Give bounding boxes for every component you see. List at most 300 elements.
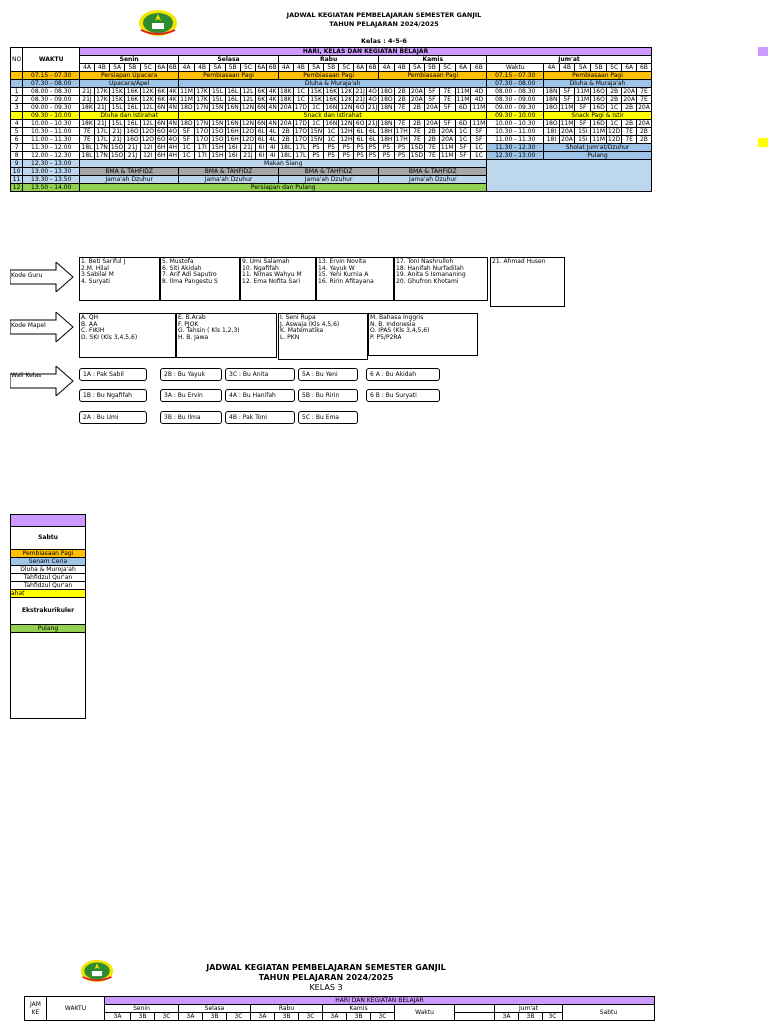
- table-row: [11, 72, 652, 80]
- kelas3-class-label: KELAS 3: [309, 983, 343, 992]
- table-cell: 6K: [257, 96, 266, 103]
- table-cell: 17O: [195, 128, 209, 135]
- table-cell: 08.30 - 09.00: [23, 96, 80, 104]
- table-cell: 11M: [592, 136, 606, 143]
- table-row: [11, 112, 652, 120]
- table-cell: 1C: [324, 128, 339, 136]
- table-cell: 16K: [126, 96, 139, 103]
- code-entry: D. SKI (Kls 3,4,5,6): [81, 333, 138, 341]
- class-header: 5C: [140, 64, 155, 72]
- table-cell: 4D: [471, 88, 487, 96]
- table-cell: 18N: [380, 104, 393, 111]
- table-cell: 6L: [354, 128, 366, 136]
- table-cell: 2B: [425, 128, 440, 136]
- sabtu-item: Pembiasaan Pagi: [11, 550, 85, 558]
- table-cell: P5: [366, 144, 378, 152]
- table-cell: 1C: [179, 152, 195, 160]
- table-cell: 12N: [241, 120, 255, 127]
- code-entry: B. AA: [81, 320, 98, 328]
- table-cell: 10.00 - 10.30: [23, 120, 80, 128]
- table-cell: 18D: [180, 120, 193, 127]
- table-cell: 21J: [80, 88, 95, 96]
- class-header: 5C: [339, 64, 354, 72]
- class-header: 6B: [168, 64, 177, 71]
- snack-extension: [758, 138, 768, 147]
- waktu-header: WAKTU: [23, 48, 80, 72]
- table-cell: 5: [11, 128, 23, 136]
- class-header: 3B: [347, 1013, 371, 1021]
- table-cell: 12I: [140, 152, 155, 160]
- table-row: [11, 48, 652, 56]
- class-header: 6A: [455, 64, 471, 72]
- table-row: [11, 56, 652, 64]
- table-cell: 7E: [439, 96, 455, 104]
- kode-mapel-col2: [176, 313, 277, 358]
- table-cell: Pembiasaan Pagi: [179, 72, 279, 80]
- table-cell: 17L: [94, 128, 109, 136]
- table-cell: P5: [324, 152, 339, 160]
- table-cell: 07.15 - 07.30: [487, 72, 544, 80]
- class-header: 3A: [323, 1013, 347, 1021]
- table-cell: 15K: [111, 96, 123, 103]
- page-title: JADWAL KEGIATAN PEMBELAJARAN SEMESTER GANJIL: [286, 11, 482, 19]
- table-cell: 13.30 - 13.50: [23, 176, 80, 184]
- schedule-table: [10, 47, 652, 192]
- table-cell: 12K: [340, 88, 353, 95]
- table-cell: 11M: [472, 120, 486, 127]
- table-cell: 21J: [240, 152, 255, 160]
- table-cell: 15L: [210, 88, 225, 96]
- table-cell: 2B: [607, 96, 622, 104]
- table-cell: 21J: [94, 104, 109, 112]
- table-cell: 6N: [257, 120, 266, 127]
- table-cell: 11M: [180, 96, 193, 103]
- table-cell: 13.50 - 14.00: [23, 184, 80, 192]
- class-header: 3B: [519, 1013, 543, 1021]
- table-cell: 13.00 - 13.30: [23, 168, 80, 176]
- wali-kelas-box: 6 A : Bu Akidah: [366, 368, 440, 381]
- table-cell: 6O: [157, 136, 166, 143]
- table-cell: 10: [11, 168, 23, 176]
- class-header: 4B: [394, 64, 409, 72]
- table-cell: 4: [11, 120, 23, 128]
- table-cell: 4O: [168, 128, 178, 135]
- arrow-right-icon: [10, 366, 74, 396]
- table-cell: 11M: [456, 96, 470, 103]
- table-cell: 15L: [109, 104, 124, 112]
- table-cell: 1C: [455, 128, 471, 136]
- class-header: 3C: [227, 1013, 251, 1021]
- table-cell: 20A: [426, 104, 438, 111]
- table-cell: BMA & TAHFIDZ: [179, 168, 279, 176]
- table-cell: BMA & TAHFIDZ: [278, 168, 378, 176]
- table-cell: Jama'ah Dzuhur: [179, 176, 279, 184]
- table-cell: 16L: [125, 120, 140, 128]
- code-entry: K. Matematika: [280, 327, 324, 334]
- table-cell: 16H: [226, 136, 239, 143]
- table-cell: 15N: [211, 120, 224, 127]
- wali-kelas-box: 4B : Pak Toni: [225, 411, 295, 424]
- code-entry: C. FIKIH: [81, 327, 105, 334]
- table-cell: P5: [309, 152, 324, 160]
- table-cell: 12D: [608, 128, 621, 135]
- wali-kelas-box: 4A : Bu Hanifah: [225, 389, 295, 402]
- table-cell: 16O: [592, 88, 605, 95]
- table-cell: 12H: [340, 136, 353, 143]
- table-cell: 2B: [637, 128, 652, 136]
- class-header: 4A: [179, 64, 195, 72]
- table-cell: 20A: [638, 104, 650, 111]
- table-cell: P5: [379, 152, 394, 160]
- code-entry: 21. Ahmad Husen: [492, 258, 546, 265]
- table-cell: 17I: [194, 144, 209, 152]
- table-cell: 4L: [267, 136, 279, 144]
- table-cell: P5: [366, 152, 378, 160]
- table-cell: 16D: [592, 104, 605, 111]
- day-header: Rabu: [278, 56, 378, 64]
- table-cell: 7E: [439, 88, 455, 96]
- kode-guru-col6: [490, 257, 565, 307]
- table-cell: 18O: [545, 104, 558, 111]
- day-header: Kamis: [379, 56, 487, 64]
- table-cell: 12O: [241, 136, 255, 143]
- table-cell: 15O: [110, 152, 124, 159]
- table-cell: 1C: [179, 144, 195, 152]
- table-cell: 1C: [607, 120, 622, 128]
- table-cell: 20A: [411, 96, 423, 103]
- table-cell: 17O: [294, 136, 308, 143]
- table-cell: 07.30 - 08.00: [23, 80, 80, 88]
- table-cell: 17K: [96, 88, 108, 95]
- day-header: Selasa: [179, 56, 279, 64]
- table-cell: 1C: [293, 96, 308, 104]
- table-cell: 12I: [140, 144, 155, 152]
- class-header: 6A: [354, 64, 366, 72]
- table-cell: 5F: [179, 128, 195, 136]
- table-cell: 09.30 - 10.00: [487, 112, 544, 120]
- table-cell: 16K: [325, 88, 338, 95]
- class-header: 3C: [299, 1013, 323, 1021]
- class-header: 6A: [257, 64, 266, 71]
- code-entry: 4. Suryati: [81, 277, 110, 285]
- table-cell: 18K: [81, 120, 93, 127]
- table-cell: 10.00 - 10.30: [487, 120, 544, 128]
- table-cell: 17L: [293, 144, 308, 152]
- table-cell: 3: [11, 104, 23, 112]
- table-cell: Makan Siang: [80, 160, 487, 168]
- kode-guru-col5: [394, 257, 488, 301]
- table-cell: 08.00 - 08.30: [487, 88, 544, 96]
- table-cell: 17K: [196, 96, 208, 103]
- class-header: 3C: [543, 1013, 563, 1021]
- kelas3-main-header: HARI DAN KEGIATAN BELAJAR: [105, 997, 655, 1005]
- table-cell: 5F: [455, 152, 471, 160]
- table-cell: 20A: [623, 88, 636, 95]
- class-header: 3A: [251, 1013, 275, 1021]
- table-cell: 11M: [560, 120, 574, 127]
- code-entry: 6. Siti Akidah: [162, 264, 202, 272]
- table-cell: [11, 80, 23, 88]
- table-cell: 1C: [293, 88, 308, 96]
- kelas3-day-header: Jum'at: [495, 1005, 563, 1013]
- table-cell: 09.00 - 09.30: [23, 104, 80, 112]
- table-cell: 15O: [211, 128, 224, 135]
- table-cell: 12N: [340, 120, 353, 127]
- kelas3-waktu-header: WAKTU: [47, 997, 105, 1021]
- kelas3-waktu2-header: Waktu: [395, 1005, 455, 1021]
- table-cell: 21J: [240, 144, 255, 152]
- table-cell: 5F: [559, 96, 575, 104]
- table-cell: 4I: [267, 152, 279, 160]
- table-cell: 11: [11, 176, 23, 184]
- table-cell: [487, 160, 652, 192]
- table-cell: 11M: [180, 88, 193, 95]
- table-cell: 5F: [471, 128, 487, 136]
- kode-guru-label: Kode Guru: [11, 272, 43, 279]
- table-cell: 6K: [157, 88, 166, 95]
- code-entry: 5. Mustofa: [162, 258, 194, 265]
- code-entry: 10. Ngafifah: [242, 264, 279, 272]
- table-cell: 4K: [168, 88, 177, 95]
- kode-mapel-label: Kode Mapel: [11, 322, 46, 329]
- code-entry: 20. Ghufron Khotami: [396, 277, 459, 285]
- table-cell: 7E: [409, 136, 424, 144]
- table-cell: 18H: [380, 128, 393, 135]
- table-cell: 2B: [278, 128, 293, 136]
- code-entry: 2.M. Hilal: [81, 264, 109, 272]
- table-cell: 15I: [575, 128, 591, 136]
- table-cell: [11, 112, 23, 120]
- table-cell: 17L: [94, 136, 109, 144]
- table-cell: 15O: [110, 144, 124, 151]
- table-cell: 11M: [592, 128, 606, 135]
- class-header: 3A: [105, 1013, 131, 1021]
- table-cell: 2B: [622, 120, 637, 128]
- table-cell: 5F: [439, 120, 455, 128]
- table-cell: 21J: [125, 144, 140, 152]
- kelas3-table: [24, 996, 655, 1021]
- table-cell: Jama'ah Dzuhur: [379, 176, 487, 184]
- code-entry: O. IPAS (Kls 3,4,5,6): [370, 327, 430, 334]
- table-cell: 16K: [126, 88, 139, 95]
- table-cell: 16O: [592, 96, 605, 103]
- table-cell: 12O: [241, 128, 255, 135]
- class-header: 5A: [109, 64, 124, 72]
- code-entry: M. Bahasa Inggris: [370, 314, 424, 321]
- code-entry: F. PJOK: [178, 320, 199, 328]
- class-header: 3A: [179, 1013, 203, 1021]
- table-cell: Dluha & Muraja'ah: [544, 80, 652, 88]
- table-cell: 12: [11, 184, 23, 192]
- table-cell: 15N: [211, 104, 224, 111]
- class-header: 4A: [544, 64, 559, 72]
- class-header: 4A: [278, 64, 293, 72]
- class-header: 5A: [409, 64, 424, 72]
- table-cell: 17N: [196, 120, 209, 127]
- kode-mapel-col1: [79, 313, 176, 358]
- table-cell: 7E: [394, 120, 409, 128]
- table-cell: 1: [11, 88, 23, 96]
- kelas3-title: JADWAL KEGIATAN PEMBELAJARAN SEMESTER GANJIL: [206, 963, 446, 972]
- table-cell: Dluha dan Istirahat: [80, 112, 179, 120]
- code-entry: I. Seni Rupa: [280, 314, 316, 321]
- wali-kelas-box: 5B : Bu Ririn: [298, 389, 358, 402]
- sabtu-panel: [10, 514, 86, 719]
- table-cell: 18N: [545, 88, 558, 95]
- code-entry: 3.Sabilal M: [81, 271, 114, 278]
- table-cell: 21J: [367, 120, 378, 127]
- table-cell: 2B: [409, 120, 424, 128]
- header-extension: [758, 47, 768, 56]
- table-cell: 2B: [394, 88, 409, 96]
- table-cell: 17O: [195, 136, 209, 143]
- table-cell: 4K: [168, 96, 177, 103]
- table-cell: 16L: [225, 96, 240, 104]
- table-cell: 17I: [194, 152, 209, 160]
- code-entry: 11. Nimas Wahyu M: [242, 271, 302, 278]
- table-cell: 1C: [309, 104, 324, 112]
- table-row: [11, 80, 652, 88]
- table-cell: 11M: [456, 88, 470, 95]
- table-cell: 6L: [256, 136, 267, 144]
- table-cell: P5: [354, 152, 366, 160]
- table-cell: 12D: [608, 136, 621, 143]
- table-cell: 7E: [394, 104, 409, 112]
- table-cell: BMA & TAHFIDZ: [379, 168, 487, 176]
- table-cell: 2B: [394, 96, 409, 104]
- table-cell: P5: [324, 144, 339, 152]
- table-cell: 16N: [226, 120, 239, 127]
- table-cell: 09.30 - 10.00: [23, 112, 80, 120]
- class-header: 6A: [157, 64, 166, 71]
- sabtu-item: Senam Ceria: [11, 558, 85, 566]
- table-cell: 5F: [559, 88, 575, 96]
- waktu-header: Waktu: [487, 64, 544, 72]
- class-header: 6B: [366, 64, 378, 72]
- class-header: 3B: [275, 1013, 299, 1021]
- table-cell: 2B: [607, 88, 622, 96]
- table-cell: 18K: [280, 96, 292, 103]
- table-cell: 6L: [354, 136, 366, 144]
- table-cell: 4H: [168, 152, 177, 159]
- class-header: 5A: [309, 64, 324, 72]
- table-cell: 1C: [607, 104, 622, 112]
- table-cell: 18N: [545, 96, 558, 103]
- class-header: 4B: [94, 64, 109, 72]
- table-cell: 7E: [622, 128, 637, 136]
- table-cell: 18I: [544, 128, 559, 136]
- class-header: 5B: [225, 64, 240, 72]
- table-cell: 18N: [380, 120, 393, 127]
- kode-guru-col3: [240, 257, 316, 301]
- table-cell: 10.30 - 11.00: [23, 128, 80, 136]
- table-cell: 6: [11, 136, 23, 144]
- kode-guru-col4: [316, 257, 394, 301]
- table-cell: 16K: [325, 96, 338, 103]
- kelas3-day-header: Senin: [105, 1005, 179, 1013]
- kelas3-day-header: Selasa: [179, 1005, 251, 1013]
- code-entry: 13. Ervin Novita: [318, 258, 367, 265]
- table-row: [11, 136, 652, 144]
- table-cell: 2B: [425, 136, 440, 144]
- code-entry: 19. Anita S Ismananing: [396, 271, 466, 278]
- table-cell: 12L: [240, 88, 255, 96]
- code-entry: 14. Yayuk W: [318, 264, 355, 272]
- table-cell: 5F: [425, 88, 440, 96]
- sabtu-item: Tahfidzul Qur'an: [11, 582, 85, 590]
- main-header: HARI, KELAS DAN KEGIATAN BELAJAR: [80, 48, 652, 56]
- table-cell: 20A: [638, 120, 650, 127]
- table-cell: 6L: [366, 136, 378, 144]
- day-header: Jum'at: [487, 56, 652, 64]
- table-cell: 12K: [142, 88, 154, 95]
- table-cell: 12N: [340, 104, 353, 111]
- table-cell: 18L: [280, 152, 292, 159]
- class-header: 3A: [495, 1013, 519, 1021]
- table-cell: P5: [339, 144, 354, 152]
- table-cell: 4N: [268, 120, 277, 127]
- class-label: Kelas : 4-5-6: [361, 37, 407, 45]
- code-entry: 18. Hanifah Nurfadilah: [396, 264, 464, 272]
- class-header: 6A: [622, 64, 637, 72]
- table-cell: 6H: [157, 152, 166, 159]
- table-cell: 1C: [309, 120, 324, 128]
- table-cell: 21J: [125, 152, 140, 160]
- table-cell: 5F: [425, 96, 440, 104]
- table-row: [11, 96, 652, 104]
- table-cell: 18I: [544, 136, 559, 144]
- table-cell: 16N: [226, 104, 239, 111]
- table-row: [11, 104, 652, 112]
- table-cell: 2B: [278, 136, 293, 144]
- wali-kelas-box: 3A : Bu Ervin: [160, 389, 222, 402]
- table-cell: P5: [394, 152, 409, 160]
- table-cell: Persiapan Upacara: [80, 72, 179, 80]
- table-cell: 6K: [257, 88, 266, 95]
- class-header: 5B: [591, 64, 607, 72]
- table-cell: 12L: [240, 96, 255, 104]
- table-cell: 20A: [279, 104, 292, 111]
- table-cell: 18L: [81, 152, 93, 159]
- table-cell: 15L: [210, 96, 225, 104]
- table-cell: 2B: [637, 136, 652, 144]
- table-cell: 12.30 - 13.00: [23, 160, 80, 168]
- kelas3-subtitle: TAHUN PELAJARAN 2024/2025: [258, 973, 394, 982]
- table-cell: 12K: [142, 96, 154, 103]
- table-cell: 11.30 - 12.00: [23, 144, 80, 152]
- class-header: 4A: [80, 64, 95, 72]
- code-entry: H. B. Jawa: [178, 333, 209, 341]
- table-cell: 5F: [575, 120, 591, 128]
- table-cell: 16N: [325, 120, 338, 127]
- table-cell: 08.30 - 09.00: [487, 96, 544, 104]
- wali-kelas-box: 2A : Bu Umi: [79, 411, 147, 424]
- table-cell: 1C: [324, 136, 339, 144]
- class-header: 4B: [194, 64, 209, 72]
- class-header: 6B: [637, 64, 652, 72]
- table-cell: 15N: [310, 128, 323, 135]
- table-cell: 15D: [410, 152, 424, 159]
- table-cell: 18L: [81, 144, 93, 151]
- table-cell: Pulang: [544, 152, 652, 160]
- table-cell: 21J: [355, 88, 365, 95]
- table-cell: 12L: [140, 104, 155, 112]
- table-cell: 4O: [368, 96, 377, 103]
- table-cell: 10.30 - 11.00: [487, 128, 544, 136]
- table-cell: 5F: [179, 136, 195, 144]
- table-cell: 7E: [80, 128, 95, 136]
- class-header: 3B: [203, 1013, 227, 1021]
